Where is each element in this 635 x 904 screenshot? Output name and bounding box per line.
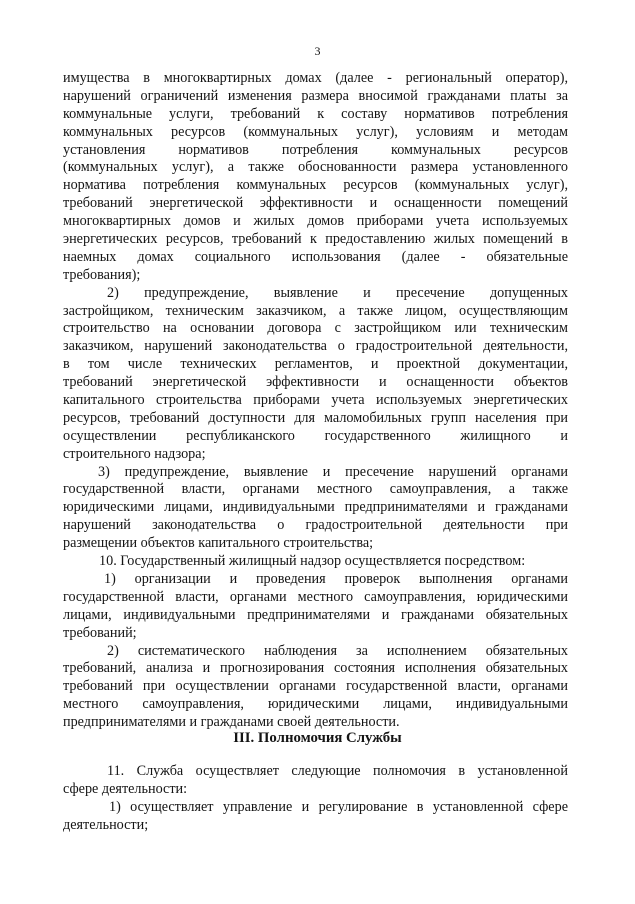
text-line: строительство на основании договора с застройщиком или техническим: [63, 320, 568, 337]
text-line: наемных домах социального использования (далее - обязательные: [63, 248, 568, 265]
section-heading: III. Полномочия Службы: [233, 730, 402, 746]
text-line: капитального строительства приборами учета используемых энергетических: [63, 392, 568, 409]
text-line: требований энергетической эффективности и оснащенности объектов: [63, 374, 568, 391]
text-line: имущества в многоквартирных домах (далее - региональный оператор),: [63, 70, 568, 86]
text-line: требований;: [63, 624, 137, 641]
text-line: многоквартирных домов и жилых домов приборами учета используемых: [63, 213, 568, 230]
text-line: осуществлении республиканского государственного жилищного и: [63, 427, 568, 444]
text-line: норматива потребления коммунальных ресурсов (коммунальных услуг),: [63, 177, 568, 194]
text-line: в том числе технических регламентов, и проектной документации,: [63, 356, 568, 373]
paragraph-start-line: 11. Служба осуществляет следующие полномочия в установленной: [107, 763, 568, 779]
text-line: лицами, индивидуальными предпринимателями и гражданами обязательных: [63, 606, 568, 623]
section-body-text: [63, 763, 568, 835]
paragraph-start-line: 2) систематического наблюдения за исполнением обязательных: [107, 642, 568, 659]
text-line: нарушений законодательства о градостроительной деятельности при: [63, 517, 568, 534]
paragraph-start-line: 1) организации и проведения проверок выполнения органами: [104, 570, 568, 587]
paragraph-start-line: 2) предупреждение, выявление и пресечение допущенных: [107, 284, 568, 301]
text-line: коммунальные услуги, требований к составу нормативов потребления: [63, 105, 568, 122]
text-line: сфере деятельности:: [63, 780, 188, 797]
page-number: 3: [314, 44, 321, 58]
text-line: размещении объектов капитального строительства;: [63, 535, 374, 552]
text-line: строительного надзора;: [63, 445, 206, 462]
paragraph-start-line: 1) осуществляет управление и регулирование в установленной сфере: [109, 798, 568, 815]
text-line: требований энергетической эффективности и оснащенности помещений: [63, 195, 568, 212]
text-line: государственной власти, органами местного самоуправления, юридическими: [63, 588, 568, 605]
text-line: деятельности;: [63, 816, 149, 833]
text-line: государственной власти, органами местного самоуправления, а также: [63, 481, 568, 498]
text-line: коммунальных ресурсов (коммунальных услуг), условиям и методам: [63, 123, 568, 140]
text-line: застройщиком, техническим заказчиком, а также лицом, осуществляющим: [63, 302, 568, 319]
text-line: нарушений ограничений изменения размера вносимой гражданами платы за: [63, 87, 568, 104]
body-text: [63, 70, 568, 732]
paragraph-start-line: 10. Государственный жилищный надзор осуществляется посредством:: [99, 553, 526, 570]
paragraph-start-line: 3) предупреждение, выявление и пресечение нарушений органами: [98, 463, 568, 480]
text-line: юридическими лицами, индивидуальными предпринимателями и гражданами: [63, 499, 568, 516]
text-line: требования);: [63, 266, 141, 283]
text-line: предпринимателями и гражданами своей деятельности.: [63, 714, 400, 731]
text-line: ресурсов, требований доступности для маломобильных групп населения при: [63, 409, 568, 426]
text-line: энергетических ресурсов, требований к предоставлению жилых помещений в: [63, 231, 568, 248]
text-line: требований при осуществлении органами государственной власти, органами: [63, 678, 568, 695]
text-line: заказчиком, нарушений законодательства о градостроительной деятельности,: [63, 338, 568, 355]
text-line: требований, анализа и прогнозирования состояния исполнения обязательных: [63, 660, 568, 677]
text-line: (коммунальных услуг), а также обоснованности размера установленного: [63, 159, 568, 176]
text-line: местного самоуправления, юридическими лицами, индивидуальными: [63, 696, 568, 713]
text-line: установления нормативов потребления коммунальных ресурсов: [63, 141, 568, 158]
